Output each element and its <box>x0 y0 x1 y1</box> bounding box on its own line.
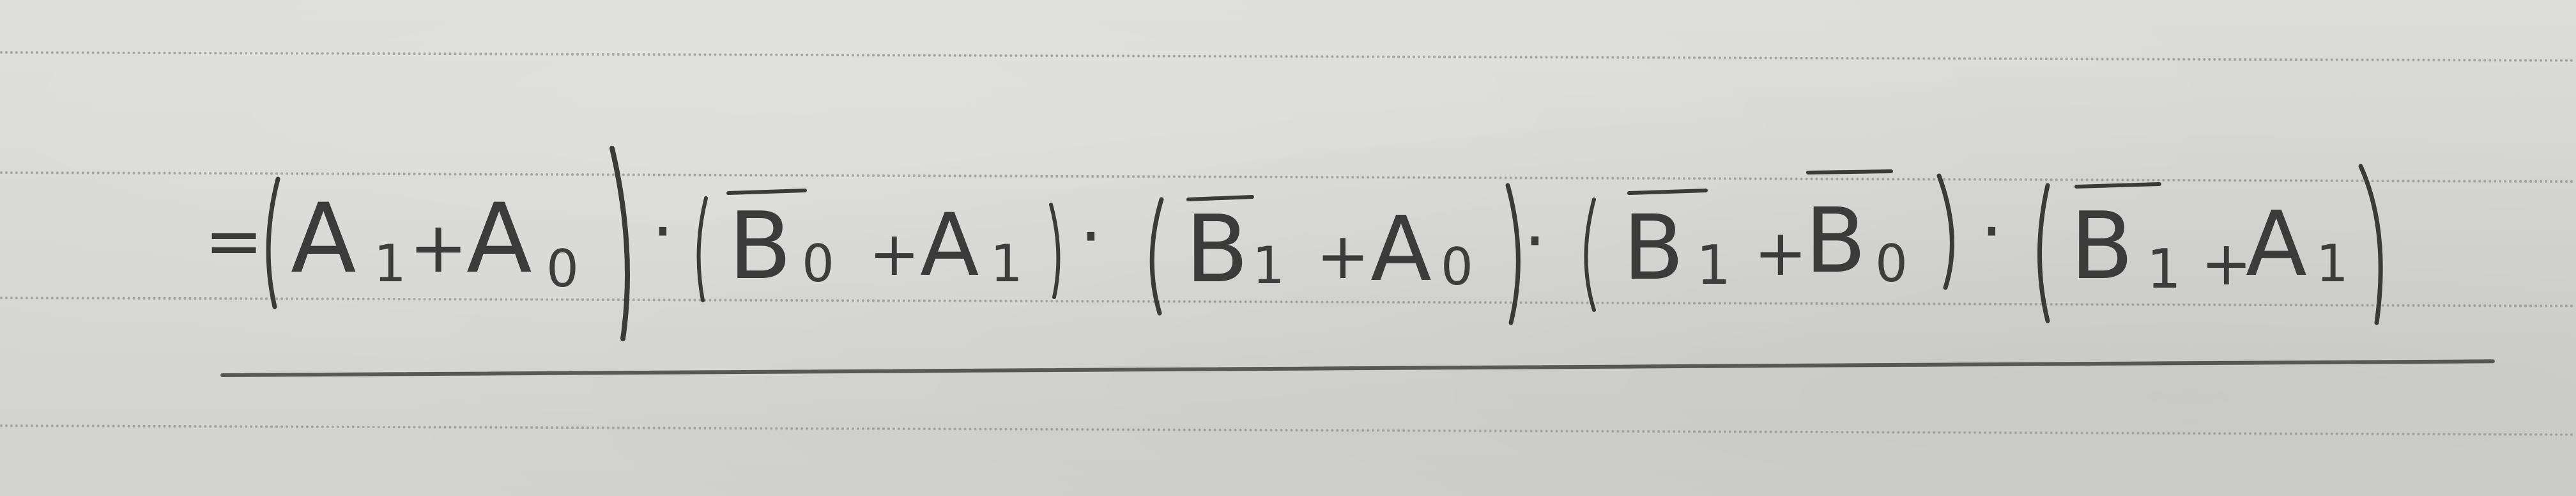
term2-left-subscript: 0 <box>802 234 834 293</box>
handwritten-boolean-expression <box>192 153 2466 358</box>
term5-left-subscript: 1 <box>2147 238 2182 301</box>
term3-right-letter: A <box>1370 198 1432 302</box>
underline-stroke <box>220 359 2495 377</box>
term2-left-letter: B <box>728 192 792 300</box>
ruled-line <box>0 424 2576 436</box>
term4-right-letter: B <box>1805 189 1867 293</box>
term3-left-subscript: 1 <box>1252 236 1285 295</box>
open-paren <box>1586 199 1595 310</box>
term1-left-subscript: 1 <box>374 234 406 293</box>
term4-right-overline <box>1808 171 1891 173</box>
and-dot: · <box>1981 190 2003 272</box>
and-dot: · <box>652 190 674 272</box>
ruled-line <box>0 51 2576 62</box>
term5-left-overline <box>2076 184 2159 187</box>
term4-right-subscript: 0 <box>1875 234 1908 293</box>
close-paren <box>612 148 627 339</box>
and-dot: · <box>1524 200 1546 282</box>
close-paren <box>1939 176 1952 288</box>
plus-sign: + <box>2201 229 2252 299</box>
open-paren <box>268 179 278 307</box>
term1-left-letter: A <box>291 183 356 295</box>
open-paren <box>2040 185 2048 321</box>
term5-right-subscript: 1 <box>2316 234 2349 293</box>
open-paren <box>1152 199 1162 313</box>
term1-right-letter: A <box>466 183 532 295</box>
open-paren <box>699 198 706 300</box>
equals-sign: = <box>204 200 264 282</box>
and-dot: · <box>1080 196 1102 277</box>
plus-sign: + <box>869 219 920 290</box>
close-paren <box>2361 166 2380 323</box>
term3-left-letter: B <box>1185 196 1249 304</box>
plus-sign: + <box>1316 219 1370 293</box>
term1-right-subscript: 0 <box>546 239 579 298</box>
term2-right-letter: A <box>920 195 979 295</box>
term3-right-subscript: 0 <box>1441 237 1473 297</box>
term4-left-subscript: 1 <box>1696 234 1731 297</box>
term2-right-subscript: 1 <box>990 234 1023 293</box>
close-paren <box>1051 205 1058 297</box>
term4-left-overline <box>1629 190 1706 193</box>
term5-left-letter: B <box>2070 192 2134 300</box>
close-paren <box>1508 185 1518 323</box>
plus-sign: + <box>1754 215 1807 290</box>
plus-sign: + <box>409 206 468 288</box>
term5-right-letter: A <box>2246 192 2307 297</box>
term4-left-letter: B <box>1623 196 1685 300</box>
